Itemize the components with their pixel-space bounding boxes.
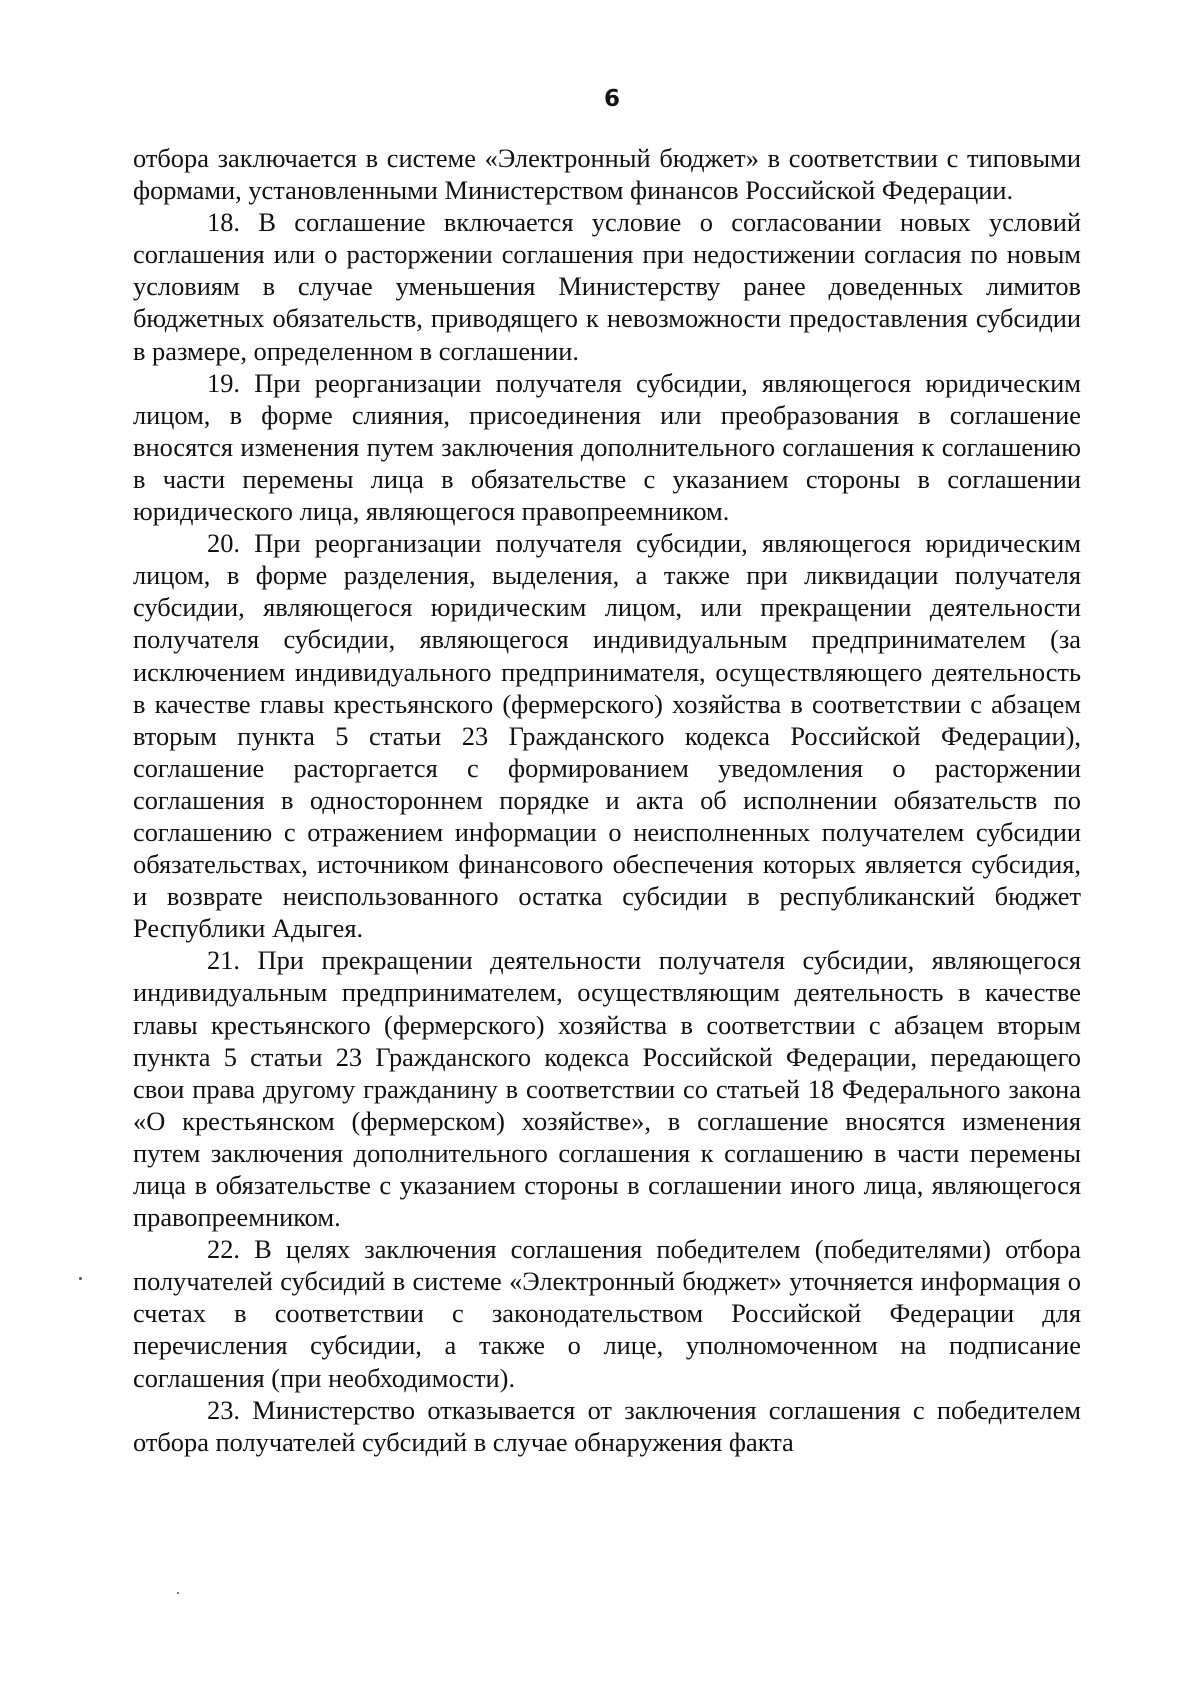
document-body	[133, 142, 1081, 1458]
paragraph-22: 22. В целях заключения соглашения победителем (победителями) отбора получателей субсидий в системе «Электронный бюджет» уточняется информация о счетах в соответствии с законодательством Российской Федерации для перечисления субсидии, а также о лице, уполномоченном на подписание соглашения (при необходимости).	[133, 1234, 1081, 1393]
paragraph-continuation: отбора заключается в системе «Электронный бюджет» в соответствии с типовыми формами, установленными Министерством финансов Российской Федерации.	[133, 143, 1081, 206]
paragraph-23: 23. Министерство отказывается от заключения соглашения с победителем отбора получателей субсидий в случае обнаружения факта	[133, 1394, 1081, 1457]
page-number: 6	[603, 86, 620, 112]
paragraph-19: 19. При реорганизации получателя субсидии, являющегося юридическим лицом, в форме слияния, присоединения или преобразования в соглашение вносятся изменения путем заключения дополнительного соглашения к соглашению в части перемены лица в обязательстве с указанием стороны в соглашении юридического лица, являющегося правопреемником.	[133, 367, 1081, 527]
scan-speck	[177, 1592, 179, 1594]
paragraph-18: 18. В соглашение включается условие о согласовании новых условий соглашения или о расторжении соглашения при недостижении согласия по новым условиям в случае уменьшения Министерству ранее доведенных лимитов бюджетных обязательств, приводящего к невозможности предоставления субсидии в размере, определенном в соглашении.	[133, 207, 1081, 366]
paragraph-21: 21. При прекращении деятельности получателя субсидии, являющегося индивидуальным предпринимателем, осуществляющим деятельность в качестве главы крестьянского (фермерского) хозяйства в соответствии с абзацем вторым пункта 5 статьи 23 Гражданского кодекса Российской Федерации, передающего свои права другому гражданину в соответствии со статьей 18 Федерального закона «О крестьянском (фермерском) хозяйстве», в соглашение вносятся изменения путем заключения дополнительного соглашения к соглашению в части перемены лица в обязательстве с указанием стороны в соглашении иного лица, являющегося правопреемником.	[133, 945, 1081, 1233]
scan-speck	[79, 1277, 82, 1280]
paragraph-20: 20. При реорганизации получателя субсидии, являющегося юридическим лицом, в форме разделения, выделения, а также при ликвидации получателя субсидии, являющегося юридическим лицом, или прекращении деятельности получателя субсидии, являющегося индивидуальным предпринимателем (за исключением индивидуального предпринимателя, осуществляющего деятельность в качестве главы крестьянского (фермерского) хозяйства в соответствии с абзацем вторым пункта 5 статьи 23 Гражданского кодекса Российской Федерации), соглашение расторгается с формированием уведомления о расторжении соглашения в одностороннем порядке и акта об исполнении обязательств по соглашению с отражением информации о неисполненных получателем субсидии обязательствах, источником финансового обеспечения которых является субсидия, и возврате неиспользованного остатка субсидии в республиканский бюджет Республики Адыгея.	[133, 528, 1081, 944]
